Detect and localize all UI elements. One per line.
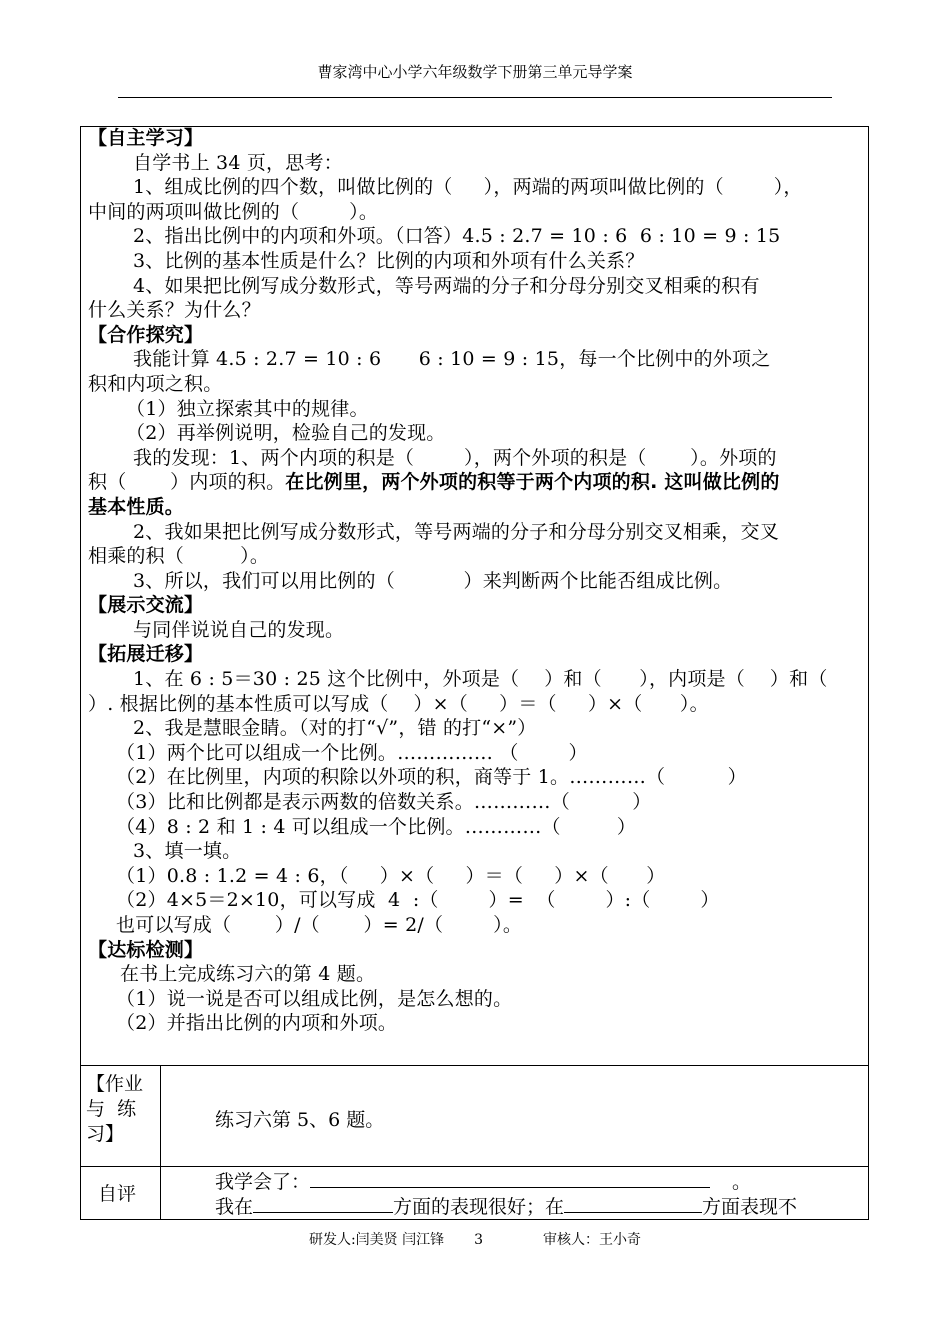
section-heading-self-study: 【自主学习】 bbox=[88, 127, 204, 149]
table-divider-horizontal bbox=[80, 1166, 869, 1167]
section-heading-exchange: 【展示交流】 bbox=[88, 594, 204, 617]
text-line: 在书上完成练习六的第 4 题。 bbox=[120, 963, 376, 986]
text-line bbox=[88, 470, 863, 495]
text-span: 方面的表现很好；在 bbox=[393, 1196, 565, 1218]
blank-line[interactable] bbox=[253, 1194, 393, 1213]
text-line: 积和内项之积。 bbox=[88, 372, 223, 395]
text-line: 中间的两项叫做比例的（ ）。 bbox=[88, 200, 379, 223]
text-line: 自学书上 34 页，思考： bbox=[133, 151, 343, 174]
text-line: （1）0.8 : 1.2 = 4 : 6，（ ）×（ ）＝（ ）×（ ） bbox=[116, 864, 666, 887]
page-footer bbox=[0, 1231, 950, 1249]
text-line: 3、比例的基本性质是什么？比例的内项和外项有什么关系？ bbox=[133, 249, 645, 272]
text-line: （1）独立探索其中的规律。 bbox=[126, 397, 369, 420]
homework-text: 练习六第 5、6 题。 bbox=[215, 1109, 385, 1131]
main-content bbox=[88, 126, 863, 1036]
text-line: 3、所以，我们可以用比例的（ ）来判断两个比能否组成比例。 bbox=[133, 569, 733, 592]
text-line: 我能计算 4.5 : 2.7 = 10 : 6 6 : 10 = 9 : 15，每一个比例中的外项之 bbox=[133, 348, 771, 371]
text-line: 我的发现：1、两个内项的积是（ ），两个外项的积是（ ）。外项的 bbox=[133, 446, 777, 469]
section-heading-extension: 【拓展迁移】 bbox=[88, 643, 204, 666]
table-divider-vertical bbox=[160, 1065, 161, 1220]
key-property-text: 基本性质。 bbox=[88, 495, 185, 518]
header-divider bbox=[118, 97, 832, 98]
text-line: （2）4×5＝2×10，可以写成 4 :（ ）= （ ）:（ ） bbox=[116, 889, 720, 912]
text-line: 相乘的积（ ）。 bbox=[88, 545, 270, 568]
section-heading-cooperative: 【合作探究】 bbox=[88, 323, 204, 346]
text-line: （3）比和比例都是表示两数的倍数关系。…………（ ） bbox=[116, 791, 652, 814]
text-line: （2）并指出比例的内项和外项。 bbox=[116, 1012, 398, 1035]
self-eval-line-performance bbox=[215, 1194, 797, 1219]
blank-line[interactable] bbox=[564, 1194, 702, 1213]
text-line: （2）在比例里，内项的积除以外项的积，商等于 1。…………（ ） bbox=[116, 766, 747, 789]
homework-label: 【作业 与 练 习】 bbox=[86, 1073, 144, 1145]
text-span: 。 bbox=[732, 1171, 752, 1193]
text-line: 也可以写成（ ）/（ ）= 2/（ ）。 bbox=[116, 914, 523, 936]
footer-reviewer: 审核人：王小奇 bbox=[543, 1232, 642, 1248]
text-line: 2、我是慧眼金睛。（对的打“√”，错 的打“×”） bbox=[133, 717, 537, 740]
text-line: 1、在 6 : 5＝30 : 25 这个比例中，外项是（ ）和（ ），内项是（ ）和（ bbox=[133, 668, 828, 691]
text-span: 方面表现不 bbox=[702, 1196, 798, 1218]
text-line: ）. 根据比例的基本性质可以写成（ ）×（ ）＝（ ）×（ ）。 bbox=[88, 692, 709, 715]
text-span: 我在 bbox=[215, 1196, 254, 1218]
key-property-text: 在比例里，两个外项的积等于两个内项的积. 这叫做比例的 bbox=[285, 471, 780, 494]
text-line: 2、我如果把比例写成分数形式，等号两端的分子和分母分别交叉相乘，交叉 bbox=[133, 520, 779, 543]
self-eval-label: 自评 bbox=[98, 1183, 137, 1205]
text-line: （2）再举例说明，检验自己的发现。 bbox=[126, 422, 446, 445]
text-line: 4、如果把比例写成分数形式，等号两端的分子和分母分别交叉相乘的积有 bbox=[133, 274, 760, 297]
text-line: 3、填一填。 bbox=[133, 840, 242, 863]
text-line: 什么关系？为什么？ bbox=[88, 299, 261, 322]
text-line: 1、组成比例的四个数，叫做比例的（ ），两端的两项叫做比例的（ ）， bbox=[133, 176, 803, 199]
text-span: 积（ ）内项的积。 bbox=[88, 471, 286, 494]
page-header-title: 曹家湾中心小学六年级数学下册第三单元导学案 bbox=[317, 63, 633, 81]
text-line: （1）两个比可以组成一个比例。…………… （ ） bbox=[116, 741, 588, 764]
text-line: （1）说一说是否可以组成比例，是怎么想的。 bbox=[116, 987, 513, 1010]
self-eval-line-learned bbox=[215, 1169, 751, 1194]
text-line: 2、指出比例中的内项和外项。（口答）4.5 : 2.7 = 10 : 6 6 : 10 = 9 : 15 bbox=[133, 225, 781, 248]
blank-line[interactable] bbox=[310, 1169, 710, 1188]
footer-authors: 研发人:闫美贤 闫江锋 bbox=[308, 1232, 445, 1248]
page-number: 3 bbox=[474, 1232, 484, 1248]
text-line: 与同伴说说自己的发现。 bbox=[133, 618, 345, 641]
text-span: 我学会了： bbox=[215, 1171, 311, 1193]
section-heading-assessment: 【达标检测】 bbox=[88, 938, 204, 961]
text-line: （4）8 : 2 和 1 : 4 可以组成一个比例。…………（ ） bbox=[116, 815, 637, 838]
